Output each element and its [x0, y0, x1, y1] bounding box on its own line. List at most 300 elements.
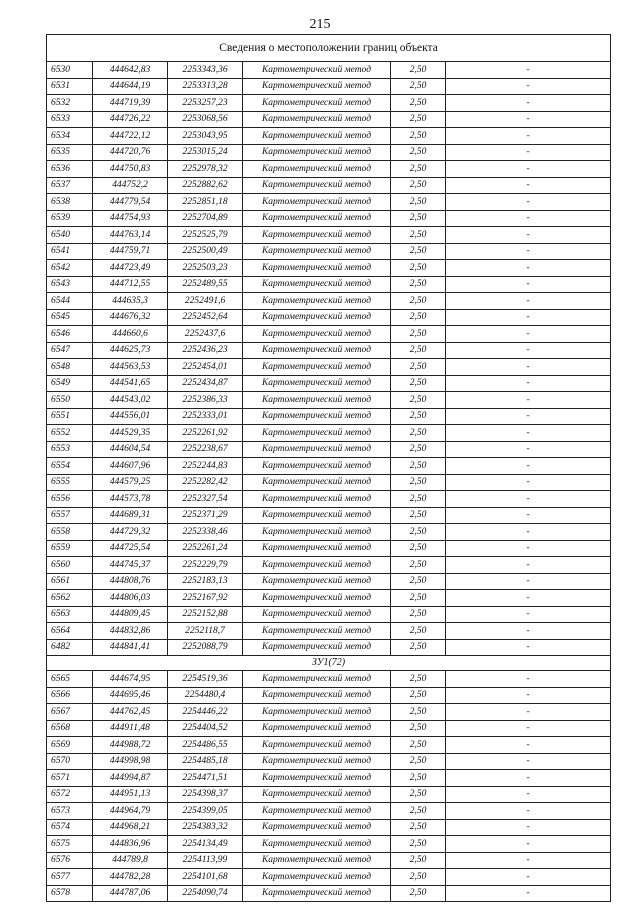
- table-row: [47, 474, 611, 491]
- cell-accuracy: 2,50: [391, 458, 446, 475]
- table-row: [47, 770, 611, 787]
- cell-method: Картометрический метод: [243, 342, 391, 359]
- cell-coord-x: 444529,35: [93, 425, 168, 442]
- table-row: [47, 540, 611, 557]
- cell-point-number: 6537: [47, 177, 93, 194]
- cell-coord-y: 2254519,36: [168, 671, 243, 688]
- cell-coord-x: 444968,21: [93, 819, 168, 836]
- cell-point-number: 6577: [47, 869, 93, 886]
- cell-coord-x: 444712,55: [93, 276, 168, 293]
- cell-description: -: [446, 441, 611, 458]
- cell-coord-y: 2252118,7: [168, 623, 243, 640]
- cell-coord-y: 2253043,95: [168, 128, 243, 145]
- cell-coord-y: 2252489,55: [168, 276, 243, 293]
- cell-coord-y: 2252882,62: [168, 177, 243, 194]
- cell-description: -: [446, 293, 611, 310]
- cell-coord-x: 444676,32: [93, 309, 168, 326]
- table-row: [47, 507, 611, 524]
- cell-accuracy: 2,50: [391, 194, 446, 211]
- cell-method: Картометрический метод: [243, 128, 391, 145]
- cell-coord-y: 2252503,23: [168, 260, 243, 277]
- cell-point-number: 6554: [47, 458, 93, 475]
- cell-point-number: 6569: [47, 737, 93, 754]
- cell-coord-y: 2252244,83: [168, 458, 243, 475]
- cell-description: -: [446, 557, 611, 574]
- cell-coord-y: 2253068,56: [168, 111, 243, 128]
- cell-accuracy: 2,50: [391, 557, 446, 574]
- cell-point-number: 6567: [47, 704, 93, 721]
- table-row: [47, 836, 611, 853]
- table-row: [47, 441, 611, 458]
- cell-point-number: 6561: [47, 573, 93, 590]
- cell-accuracy: 2,50: [391, 540, 446, 557]
- cell-method: Картометрический метод: [243, 243, 391, 260]
- cell-description: -: [446, 342, 611, 359]
- cell-description: -: [446, 144, 611, 161]
- cell-point-number: 6530: [47, 62, 93, 79]
- cell-description: -: [446, 803, 611, 820]
- cell-coord-y: 2254101,68: [168, 869, 243, 886]
- cell-accuracy: 2,50: [391, 885, 446, 902]
- cell-coord-y: 2252167,92: [168, 590, 243, 607]
- cell-point-number: 6534: [47, 128, 93, 145]
- cell-point-number: 6552: [47, 425, 93, 442]
- cell-coord-x: 444556,01: [93, 408, 168, 425]
- cell-point-number: 6546: [47, 326, 93, 343]
- cell-description: -: [446, 276, 611, 293]
- cell-coord-x: 444660,6: [93, 326, 168, 343]
- cell-coord-x: 444762,45: [93, 704, 168, 721]
- cell-point-number: 6556: [47, 491, 93, 508]
- table-row: [47, 671, 611, 688]
- cell-coord-y: 2253257,23: [168, 95, 243, 112]
- cell-coord-x: 444911,48: [93, 720, 168, 737]
- cell-coord-x: 444836,96: [93, 836, 168, 853]
- table-row: [47, 359, 611, 376]
- cell-point-number: 6532: [47, 95, 93, 112]
- table-row: [47, 786, 611, 803]
- cell-point-number: 6576: [47, 852, 93, 869]
- cell-point-number: 6536: [47, 161, 93, 178]
- cell-accuracy: 2,50: [391, 375, 446, 392]
- table-row: [47, 623, 611, 640]
- cell-method: Картометрический метод: [243, 704, 391, 721]
- table-row: [47, 194, 611, 211]
- table-row: [47, 243, 611, 260]
- cell-coord-y: 2252437,6: [168, 326, 243, 343]
- cell-point-number: 6568: [47, 720, 93, 737]
- cell-description: -: [446, 885, 611, 902]
- cell-description: -: [446, 491, 611, 508]
- cell-coord-x: 444720,76: [93, 144, 168, 161]
- cell-method: Картометрический метод: [243, 671, 391, 688]
- cell-coord-y: 2252978,32: [168, 161, 243, 178]
- cell-point-number: 6562: [47, 590, 93, 607]
- cell-description: -: [446, 573, 611, 590]
- cell-method: Картометрический метод: [243, 276, 391, 293]
- table-row: [47, 885, 611, 902]
- cell-accuracy: 2,50: [391, 491, 446, 508]
- cell-accuracy: 2,50: [391, 293, 446, 310]
- section-label: ЗУ1(72): [47, 656, 611, 671]
- cell-coord-x: 444752,2: [93, 177, 168, 194]
- cell-accuracy: 2,50: [391, 227, 446, 244]
- cell-point-number: 6551: [47, 408, 93, 425]
- cell-description: -: [446, 95, 611, 112]
- table-row: [47, 375, 611, 392]
- cell-coord-x: 444754,93: [93, 210, 168, 227]
- cell-point-number: 6571: [47, 770, 93, 787]
- cell-description: -: [446, 260, 611, 277]
- cell-coord-x: 444832,86: [93, 623, 168, 640]
- cell-method: Картометрический метод: [243, 95, 391, 112]
- section-row: [47, 656, 611, 671]
- cell-description: -: [446, 326, 611, 343]
- cell-method: Картометрический метод: [243, 590, 391, 607]
- cell-point-number: 6555: [47, 474, 93, 491]
- cell-description: -: [446, 507, 611, 524]
- cell-description: -: [446, 590, 611, 607]
- cell-method: Картометрический метод: [243, 491, 391, 508]
- table-row: [47, 276, 611, 293]
- cell-coord-y: 2252704,89: [168, 210, 243, 227]
- cell-point-number: 6544: [47, 293, 93, 310]
- cell-coord-y: 2252183,13: [168, 573, 243, 590]
- cell-method: Картометрический метод: [243, 425, 391, 442]
- cell-coord-x: 444994,87: [93, 770, 168, 787]
- cell-coord-y: 2254398,37: [168, 786, 243, 803]
- cell-point-number: 6573: [47, 803, 93, 820]
- cell-point-number: 6531: [47, 78, 93, 95]
- table-row: [47, 737, 611, 754]
- cell-method: Картометрический метод: [243, 720, 391, 737]
- cell-accuracy: 2,50: [391, 425, 446, 442]
- table-row: [47, 557, 611, 574]
- table-row: [47, 210, 611, 227]
- cell-accuracy: 2,50: [391, 95, 446, 112]
- cell-description: -: [446, 786, 611, 803]
- cell-coord-y: 2252327,54: [168, 491, 243, 508]
- cell-description: -: [446, 836, 611, 853]
- cell-coord-x: 444789,8: [93, 852, 168, 869]
- cell-accuracy: 2,50: [391, 342, 446, 359]
- cell-point-number: 6535: [47, 144, 93, 161]
- cell-method: Картометрический метод: [243, 737, 391, 754]
- cell-method: Картометрический метод: [243, 639, 391, 656]
- cell-description: -: [446, 687, 611, 704]
- table-title-row: [47, 35, 611, 62]
- cell-coord-x: 444951,13: [93, 786, 168, 803]
- cell-coord-y: 2252371,29: [168, 507, 243, 524]
- cell-description: -: [446, 128, 611, 145]
- cell-coord-x: 444759,71: [93, 243, 168, 260]
- cell-point-number: 6572: [47, 786, 93, 803]
- table-row: [47, 326, 611, 343]
- cell-method: Картометрический метод: [243, 260, 391, 277]
- cell-coord-x: 444809,45: [93, 606, 168, 623]
- cell-point-number: 6538: [47, 194, 93, 211]
- cell-description: -: [446, 392, 611, 409]
- cell-accuracy: 2,50: [391, 623, 446, 640]
- cell-point-number: 6540: [47, 227, 93, 244]
- cell-accuracy: 2,50: [391, 243, 446, 260]
- table-row: [47, 95, 611, 112]
- cell-description: -: [446, 606, 611, 623]
- cell-coord-x: 444787,06: [93, 885, 168, 902]
- cell-coord-y: 2252491,6: [168, 293, 243, 310]
- cell-point-number: 6565: [47, 671, 93, 688]
- cell-coord-x: 444642,83: [93, 62, 168, 79]
- table-row: [47, 227, 611, 244]
- cell-method: Картометрический метод: [243, 441, 391, 458]
- cell-accuracy: 2,50: [391, 737, 446, 754]
- cell-coord-y: 2254134,49: [168, 836, 243, 853]
- table-row: [47, 144, 611, 161]
- cell-coord-x: 444726,22: [93, 111, 168, 128]
- table-row: [47, 704, 611, 721]
- cell-coord-x: 444808,76: [93, 573, 168, 590]
- cell-point-number: 6482: [47, 639, 93, 656]
- cell-method: Картометрический метод: [243, 786, 391, 803]
- cell-coord-x: 444779,54: [93, 194, 168, 211]
- cell-accuracy: 2,50: [391, 144, 446, 161]
- cell-accuracy: 2,50: [391, 770, 446, 787]
- cell-point-number: 6563: [47, 606, 93, 623]
- cell-description: -: [446, 194, 611, 211]
- cell-accuracy: 2,50: [391, 803, 446, 820]
- cell-description: -: [446, 78, 611, 95]
- cell-point-number: 6547: [47, 342, 93, 359]
- cell-coord-y: 2253015,24: [168, 144, 243, 161]
- cell-point-number: 6550: [47, 392, 93, 409]
- cell-point-number: 6570: [47, 753, 93, 770]
- cell-coord-y: 2254471,51: [168, 770, 243, 787]
- cell-method: Картометрический метод: [243, 144, 391, 161]
- cell-accuracy: 2,50: [391, 326, 446, 343]
- cell-coord-y: 2254383,32: [168, 819, 243, 836]
- cell-coord-y: 2252525,79: [168, 227, 243, 244]
- cell-method: Картометрический метод: [243, 524, 391, 541]
- cell-description: -: [446, 227, 611, 244]
- cell-coord-y: 2252152,88: [168, 606, 243, 623]
- cell-accuracy: 2,50: [391, 177, 446, 194]
- cell-method: Картометрический метод: [243, 869, 391, 886]
- table-row: [47, 819, 611, 836]
- cell-description: -: [446, 704, 611, 721]
- cell-coord-y: 2252851,18: [168, 194, 243, 211]
- cell-description: -: [446, 309, 611, 326]
- cell-coord-y: 2252261,24: [168, 540, 243, 557]
- cell-description: -: [446, 62, 611, 79]
- cell-point-number: 6578: [47, 885, 93, 902]
- cell-point-number: 6541: [47, 243, 93, 260]
- cell-accuracy: 2,50: [391, 392, 446, 409]
- cell-coord-x: 444543,02: [93, 392, 168, 409]
- table-row: [47, 852, 611, 869]
- cell-method: Картометрический метод: [243, 359, 391, 376]
- cell-method: Картометрический метод: [243, 507, 391, 524]
- cell-description: -: [446, 210, 611, 227]
- cell-coord-y: 2254485,18: [168, 753, 243, 770]
- cell-description: -: [446, 819, 611, 836]
- cell-coord-y: 2253313,28: [168, 78, 243, 95]
- table-row: [47, 803, 611, 820]
- cell-point-number: 6575: [47, 836, 93, 853]
- cell-description: -: [446, 671, 611, 688]
- cell-accuracy: 2,50: [391, 111, 446, 128]
- cell-coord-x: 444573,78: [93, 491, 168, 508]
- cell-accuracy: 2,50: [391, 408, 446, 425]
- cell-accuracy: 2,50: [391, 474, 446, 491]
- cell-point-number: 6549: [47, 375, 93, 392]
- cell-accuracy: 2,50: [391, 260, 446, 277]
- table-row: [47, 491, 611, 508]
- cell-method: Картометрический метод: [243, 885, 391, 902]
- cell-method: Картометрический метод: [243, 803, 391, 820]
- table-row: [47, 639, 611, 656]
- cell-method: Картометрический метод: [243, 177, 391, 194]
- cell-description: -: [446, 540, 611, 557]
- table-row: [47, 260, 611, 277]
- cell-point-number: 6560: [47, 557, 93, 574]
- cell-coord-x: 444563,53: [93, 359, 168, 376]
- cell-coord-y: 2252454,01: [168, 359, 243, 376]
- cell-method: Картометрический метод: [243, 606, 391, 623]
- cell-method: Картометрический метод: [243, 194, 391, 211]
- table-row: [47, 425, 611, 442]
- cell-description: -: [446, 852, 611, 869]
- cell-accuracy: 2,50: [391, 869, 446, 886]
- cell-coord-y: 2252500,49: [168, 243, 243, 260]
- cell-point-number: 6574: [47, 819, 93, 836]
- cell-point-number: 6542: [47, 260, 93, 277]
- cell-coord-y: 2252088,79: [168, 639, 243, 656]
- cell-coord-y: 2254404,52: [168, 720, 243, 737]
- cell-method: Картометрический метод: [243, 227, 391, 244]
- table-row: [47, 111, 611, 128]
- table-row: [47, 161, 611, 178]
- cell-coord-x: 444723,49: [93, 260, 168, 277]
- cell-method: Картометрический метод: [243, 392, 391, 409]
- cell-coord-x: 444750,83: [93, 161, 168, 178]
- cell-method: Картометрический метод: [243, 474, 391, 491]
- cell-method: Картометрический метод: [243, 753, 391, 770]
- cell-method: Картометрический метод: [243, 540, 391, 557]
- cell-point-number: 6557: [47, 507, 93, 524]
- cell-method: Картометрический метод: [243, 161, 391, 178]
- cell-coord-y: 2254480,4: [168, 687, 243, 704]
- cell-coord-x: 444782,28: [93, 869, 168, 886]
- cell-accuracy: 2,50: [391, 309, 446, 326]
- cell-description: -: [446, 111, 611, 128]
- cell-description: -: [446, 623, 611, 640]
- cell-accuracy: 2,50: [391, 639, 446, 656]
- table-row: [47, 128, 611, 145]
- cell-description: -: [446, 375, 611, 392]
- cell-accuracy: 2,50: [391, 720, 446, 737]
- table-row: [47, 524, 611, 541]
- cell-coord-y: 2252229,79: [168, 557, 243, 574]
- cell-method: Картометрический метод: [243, 623, 391, 640]
- cell-coord-y: 2252434,87: [168, 375, 243, 392]
- cell-point-number: 6553: [47, 441, 93, 458]
- table-row: [47, 408, 611, 425]
- cell-accuracy: 2,50: [391, 62, 446, 79]
- cell-accuracy: 2,50: [391, 524, 446, 541]
- cell-accuracy: 2,50: [391, 507, 446, 524]
- cell-accuracy: 2,50: [391, 671, 446, 688]
- cell-coord-x: 444729,32: [93, 524, 168, 541]
- cell-coord-x: 444635,3: [93, 293, 168, 310]
- cell-description: -: [446, 737, 611, 754]
- cell-point-number: 6533: [47, 111, 93, 128]
- cell-coord-x: 444644,19: [93, 78, 168, 95]
- cell-coord-y: 2252386,33: [168, 392, 243, 409]
- cell-coord-x: 444988,72: [93, 737, 168, 754]
- cell-point-number: 6545: [47, 309, 93, 326]
- coordinates-table: [46, 34, 611, 902]
- cell-coord-y: 2252238,67: [168, 441, 243, 458]
- cell-accuracy: 2,50: [391, 359, 446, 376]
- cell-method: Картометрический метод: [243, 408, 391, 425]
- cell-method: Картометрический метод: [243, 326, 391, 343]
- table-row: [47, 342, 611, 359]
- cell-accuracy: 2,50: [391, 128, 446, 145]
- cell-method: Картометрический метод: [243, 557, 391, 574]
- cell-coord-x: 444806,03: [93, 590, 168, 607]
- cell-coord-y: 2252452,64: [168, 309, 243, 326]
- cell-description: -: [446, 869, 611, 886]
- cell-accuracy: 2,50: [391, 819, 446, 836]
- cell-accuracy: 2,50: [391, 836, 446, 853]
- cell-coord-x: 444579,25: [93, 474, 168, 491]
- cell-description: -: [446, 161, 611, 178]
- cell-coord-y: 2254446,22: [168, 704, 243, 721]
- cell-accuracy: 2,50: [391, 276, 446, 293]
- cell-coord-x: 444607,96: [93, 458, 168, 475]
- cell-coord-y: 2252282,42: [168, 474, 243, 491]
- cell-coord-x: 444541,65: [93, 375, 168, 392]
- cell-description: -: [446, 408, 611, 425]
- table-row: [47, 392, 611, 409]
- cell-description: -: [446, 359, 611, 376]
- cell-coord-x: 444719,39: [93, 95, 168, 112]
- cell-coord-x: 444998,98: [93, 753, 168, 770]
- cell-point-number: 6548: [47, 359, 93, 376]
- cell-coord-x: 444604,54: [93, 441, 168, 458]
- cell-accuracy: 2,50: [391, 441, 446, 458]
- cell-method: Картометрический метод: [243, 375, 391, 392]
- cell-method: Картометрический метод: [243, 770, 391, 787]
- cell-description: -: [446, 753, 611, 770]
- cell-description: -: [446, 177, 611, 194]
- cell-coord-x: 444674,95: [93, 671, 168, 688]
- page-number: 215: [309, 17, 331, 32]
- cell-accuracy: 2,50: [391, 210, 446, 227]
- cell-method: Картометрический метод: [243, 111, 391, 128]
- cell-coord-x: 444964,79: [93, 803, 168, 820]
- cell-coord-y: 2252333,01: [168, 408, 243, 425]
- cell-method: Картометрический метод: [243, 293, 391, 310]
- table-row: [47, 687, 611, 704]
- cell-accuracy: 2,50: [391, 753, 446, 770]
- cell-coord-x: 444689,31: [93, 507, 168, 524]
- cell-coord-y: 2252261,92: [168, 425, 243, 442]
- cell-point-number: 6559: [47, 540, 93, 557]
- cell-accuracy: 2,50: [391, 687, 446, 704]
- cell-accuracy: 2,50: [391, 852, 446, 869]
- cell-method: Картометрический метод: [243, 62, 391, 79]
